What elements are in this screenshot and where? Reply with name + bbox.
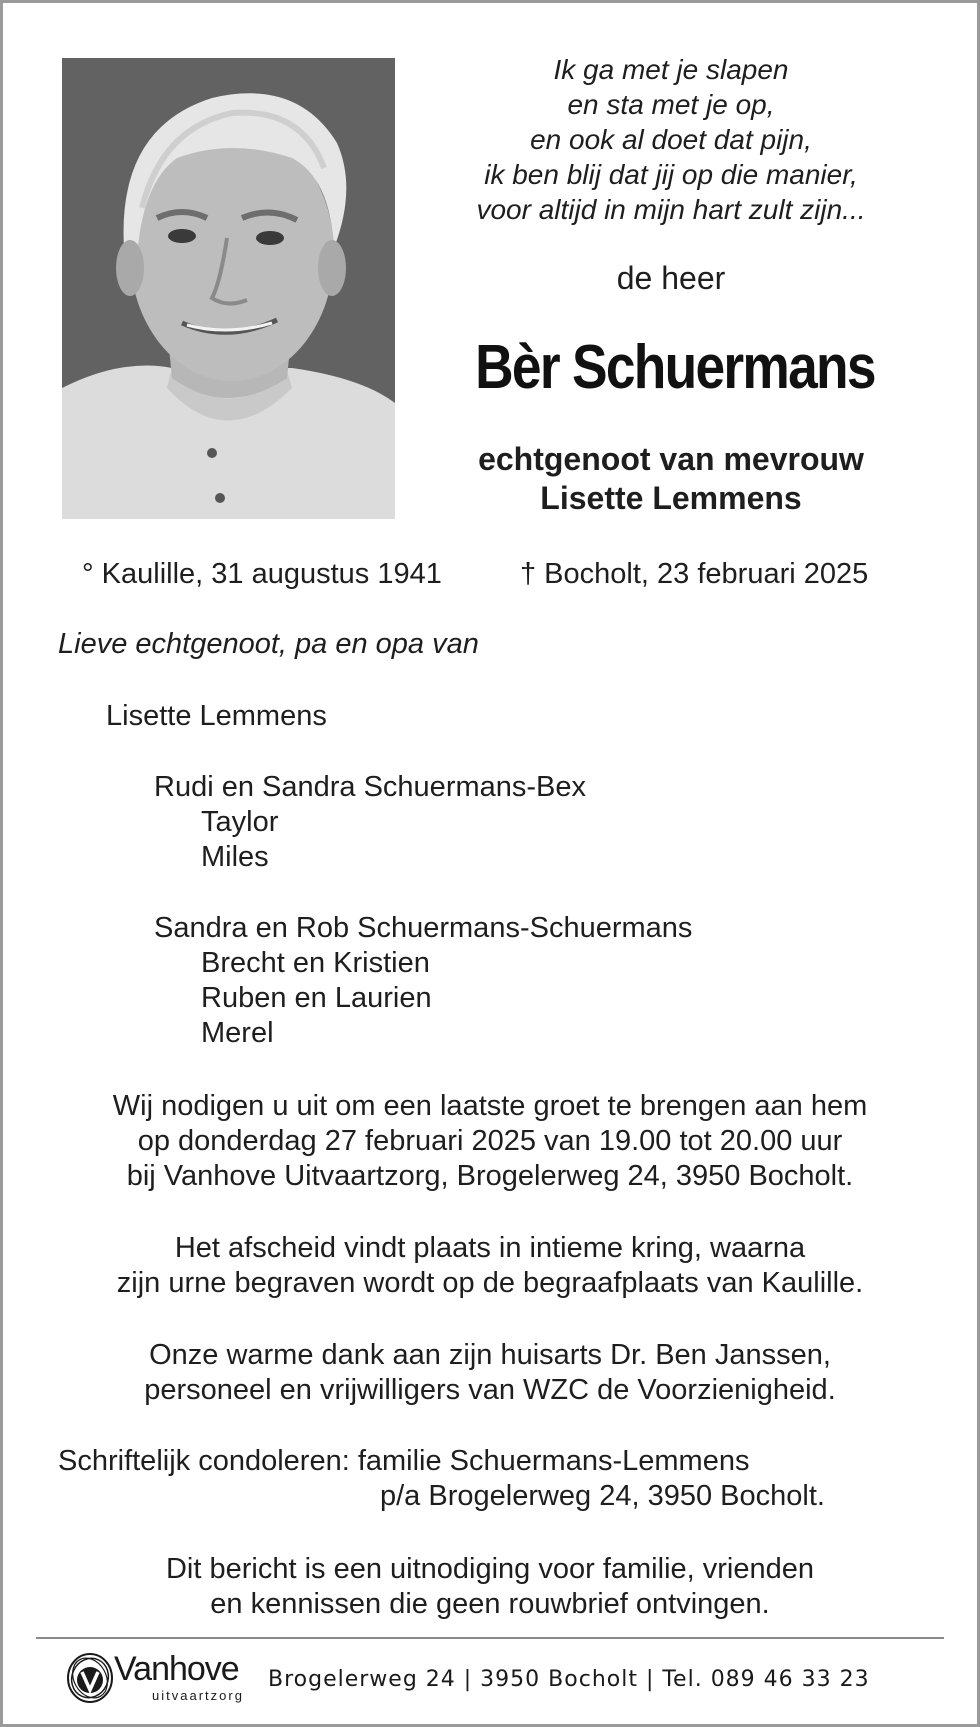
family-grandchild: Brecht en Kristien	[201, 947, 430, 979]
paragraph-line: personeel en vrijwilligers van WZC de Voorzienigheid.	[144, 1374, 836, 1406]
vanhove-logo	[64, 1648, 254, 1710]
poem	[440, 52, 902, 227]
death-date: † Bocholt, 23 februari 2025	[520, 558, 869, 590]
notice-paragraph	[30, 1552, 950, 1622]
paragraph-line: bij Vanhove Uitvaartzorg, Brogelerweg 24, 3950 Bocholt.	[126, 1160, 854, 1192]
paragraph-line: Onze warme dank aan zijn huisarts Dr. Ben Janssen,	[149, 1339, 831, 1371]
poem-line: en ook al doet dat pijn,	[530, 124, 812, 155]
portrait-illustration	[62, 58, 395, 519]
logo-name: Vanhove	[114, 1650, 239, 1688]
paragraph-line: zijn urne begraven wordt op de begraafplaats van Kaulille.	[116, 1267, 864, 1299]
spouse-line: echtgenoot van mevrouw	[478, 441, 864, 477]
footer-divider	[36, 1637, 944, 1639]
paragraph-line: Wij nodigen u uit om een laatste groet te brengen aan hem	[112, 1090, 868, 1122]
family-grandchild: Ruben en Laurien	[201, 982, 432, 1014]
portrait-photo	[62, 58, 395, 519]
family-intro: Lieve echtgenoot, pa en opa van	[58, 628, 479, 660]
poem-line: en sta met je op,	[567, 89, 775, 120]
spouse-info	[440, 440, 902, 518]
thanks-paragraph	[30, 1338, 950, 1408]
paragraph-line: op donderdag 27 februari 2025 van 19.00 tot 20.00 uur	[137, 1125, 843, 1157]
family-spouse: Lisette Lemmens	[106, 700, 327, 732]
family-grandchild: Miles	[201, 841, 269, 873]
paragraph-line: Dit bericht is een uitnodiging voor familie, vrienden	[165, 1553, 814, 1585]
poem-line: voor altijd in mijn hart zult zijn...	[476, 194, 866, 225]
poem-line: ik ben blij dat jij op die manier,	[484, 159, 858, 190]
paragraph-line: en kennissen die geen rouwbrief ontvingen.	[210, 1588, 770, 1620]
spouse-name: Lisette Lemmens	[540, 480, 802, 516]
invitation-paragraph	[30, 1089, 950, 1194]
condolence-line: Schriftelijk condoleren: familie Schuermans-Lemmens	[58, 1445, 750, 1477]
farewell-paragraph	[30, 1231, 950, 1301]
family-child: Sandra en Rob Schuermans-Schuermans	[154, 912, 693, 944]
logo-subtitle: uitvaartzorg	[152, 1688, 244, 1703]
family-grandchild: Merel	[201, 1017, 274, 1049]
title-prefix: de heer	[616, 260, 726, 296]
family-child: Rudi en Sandra Schuermans-Bex	[154, 771, 587, 803]
poem-line: Ik ga met je slapen	[553, 54, 789, 85]
birth-date: ° Kaulille, 31 augustus 1941	[82, 558, 442, 590]
vanhove-logo-icon	[64, 1650, 116, 1706]
family-grandchild: Taylor	[201, 806, 279, 838]
condolence-address: p/a Brogelerweg 24, 3950 Bocholt.	[380, 1480, 825, 1512]
footer-contact: Brogelerweg 24 | 3950 Bocholt | Tel. 089 46 33 23	[268, 1667, 870, 1692]
deceased-name: Bèr Schuermans	[475, 333, 875, 402]
paragraph-line: Het afscheid vindt plaats in intieme kring, waarna	[174, 1232, 806, 1264]
